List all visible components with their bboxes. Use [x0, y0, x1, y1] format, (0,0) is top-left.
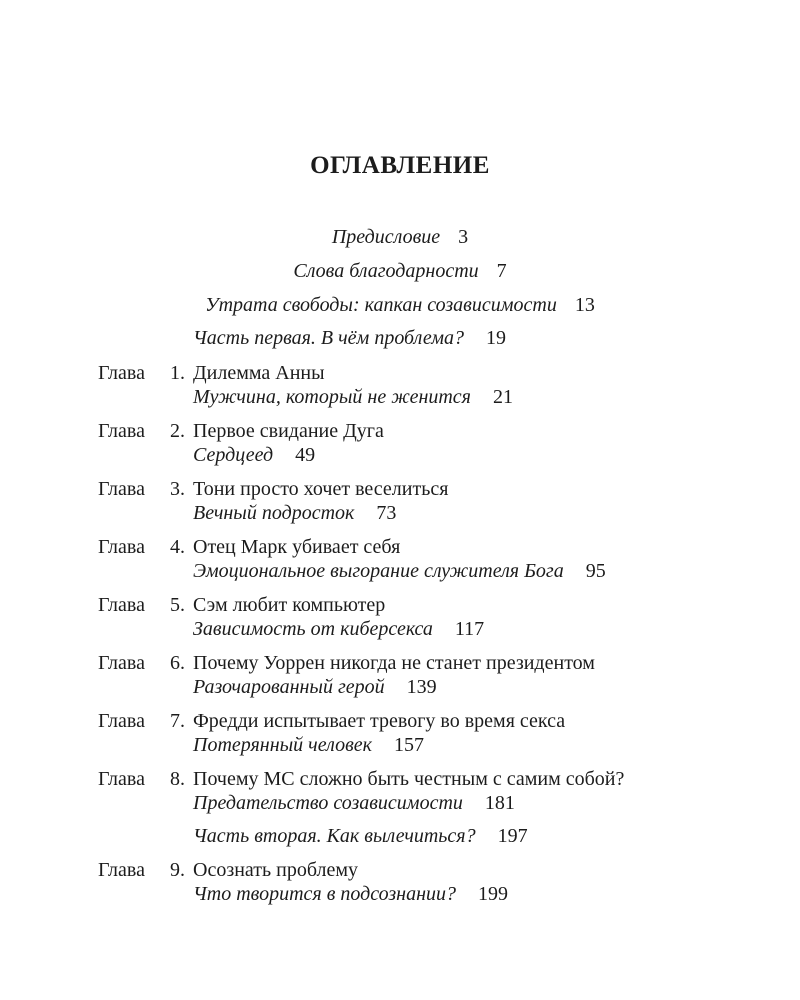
chapter-title: Почему Уоррен никогда не станет президентом	[193, 652, 595, 674]
toc-part-entry	[193, 327, 506, 350]
chapter-subtitle: Эмоциональное выгорание служителя Бога	[193, 560, 564, 582]
toc-chapter	[98, 859, 738, 907]
toc-part-entry	[193, 825, 528, 848]
chapter-label: Глава	[98, 362, 145, 384]
toc-front-entry	[0, 260, 800, 283]
chapter-title: Почему МС сложно быть честным с самим собой?	[193, 768, 625, 790]
chapter-subtitle: Сердцеед	[193, 444, 274, 466]
chapter-label: Глава	[98, 859, 145, 881]
toc-front-entry	[0, 226, 800, 249]
part-page: 197	[497, 825, 528, 847]
chapter-label: Глава	[98, 536, 145, 558]
chapter-number: 5.	[170, 594, 185, 616]
toc-chapter	[98, 710, 738, 758]
toc-chapter	[98, 362, 738, 410]
chapter-title: Осознать проблему	[193, 859, 359, 881]
part-page: 19	[485, 327, 506, 349]
chapter-page: 199	[478, 883, 508, 905]
entry-title: Слова благодарности	[293, 260, 479, 282]
toc-chapter	[98, 536, 738, 584]
chapter-title: Первое свидание Дуга	[193, 420, 384, 442]
chapter-title: Отец Марк убивает себя	[193, 536, 401, 558]
chapter-label: Глава	[98, 478, 145, 500]
chapter-subtitle: Зависимость от киберсекса	[193, 618, 433, 640]
part-title: Часть первая. В чём проблема?	[193, 327, 464, 349]
entry-title: Утрата свободы: капкан созависимости	[205, 294, 557, 316]
chapter-page: 157	[393, 734, 424, 756]
chapter-title: Тони просто хочет веселиться	[193, 478, 449, 500]
chapter-number: 8.	[170, 768, 185, 790]
chapter-label: Глава	[98, 710, 145, 732]
chapter-page: 73	[376, 502, 397, 524]
entry-title: Предисловие	[331, 226, 441, 248]
chapter-title: Фредди испытывает тревогу во время секса	[193, 710, 566, 732]
entry-page: 13	[574, 294, 595, 316]
toc-chapter	[98, 594, 738, 642]
toc-chapter	[98, 478, 738, 526]
chapter-label: Глава	[98, 768, 145, 790]
part-title: Часть вторая. Как вылечиться?	[193, 825, 476, 847]
toc-chapter	[98, 768, 738, 816]
chapter-subtitle: Разочарованный герой	[193, 676, 385, 698]
chapter-number: 9.	[170, 859, 185, 881]
chapter-title: Дилемма Анны	[193, 362, 325, 384]
chapter-subtitle: Что творится в подсознании?	[193, 883, 456, 905]
chapter-page: 139	[406, 676, 437, 698]
chapter-number: 2.	[170, 420, 185, 442]
entry-page: 3	[458, 226, 469, 248]
chapter-page: 21	[492, 386, 513, 408]
chapter-number: 1.	[170, 362, 185, 384]
toc-front-entry	[0, 294, 800, 317]
chapter-page: 117	[454, 618, 485, 640]
chapter-label: Глава	[98, 594, 145, 616]
chapter-number: 7.	[170, 710, 185, 732]
chapter-label: Глава	[98, 652, 145, 674]
chapter-subtitle: Потерянный человек	[193, 734, 372, 756]
chapter-subtitle: Мужчина, который не женится	[193, 386, 471, 408]
toc-chapter	[98, 420, 738, 468]
chapter-subtitle: Предательство созависимости	[193, 792, 463, 814]
page-title: ОГЛАВЛЕНИЕ	[310, 152, 490, 179]
chapter-title: Сэм любит компьютер	[193, 594, 386, 616]
chapter-page: 181	[484, 792, 515, 814]
chapter-number: 6.	[170, 652, 185, 674]
chapter-subtitle: Вечный подросток	[193, 502, 355, 524]
chapter-label: Глава	[98, 420, 145, 442]
chapter-page: 95	[585, 560, 606, 582]
chapter-number: 3.	[170, 478, 185, 500]
chapter-page: 49	[295, 444, 316, 466]
entry-page: 7	[496, 260, 507, 282]
toc-chapter	[98, 652, 738, 700]
chapter-number: 4.	[170, 536, 185, 558]
